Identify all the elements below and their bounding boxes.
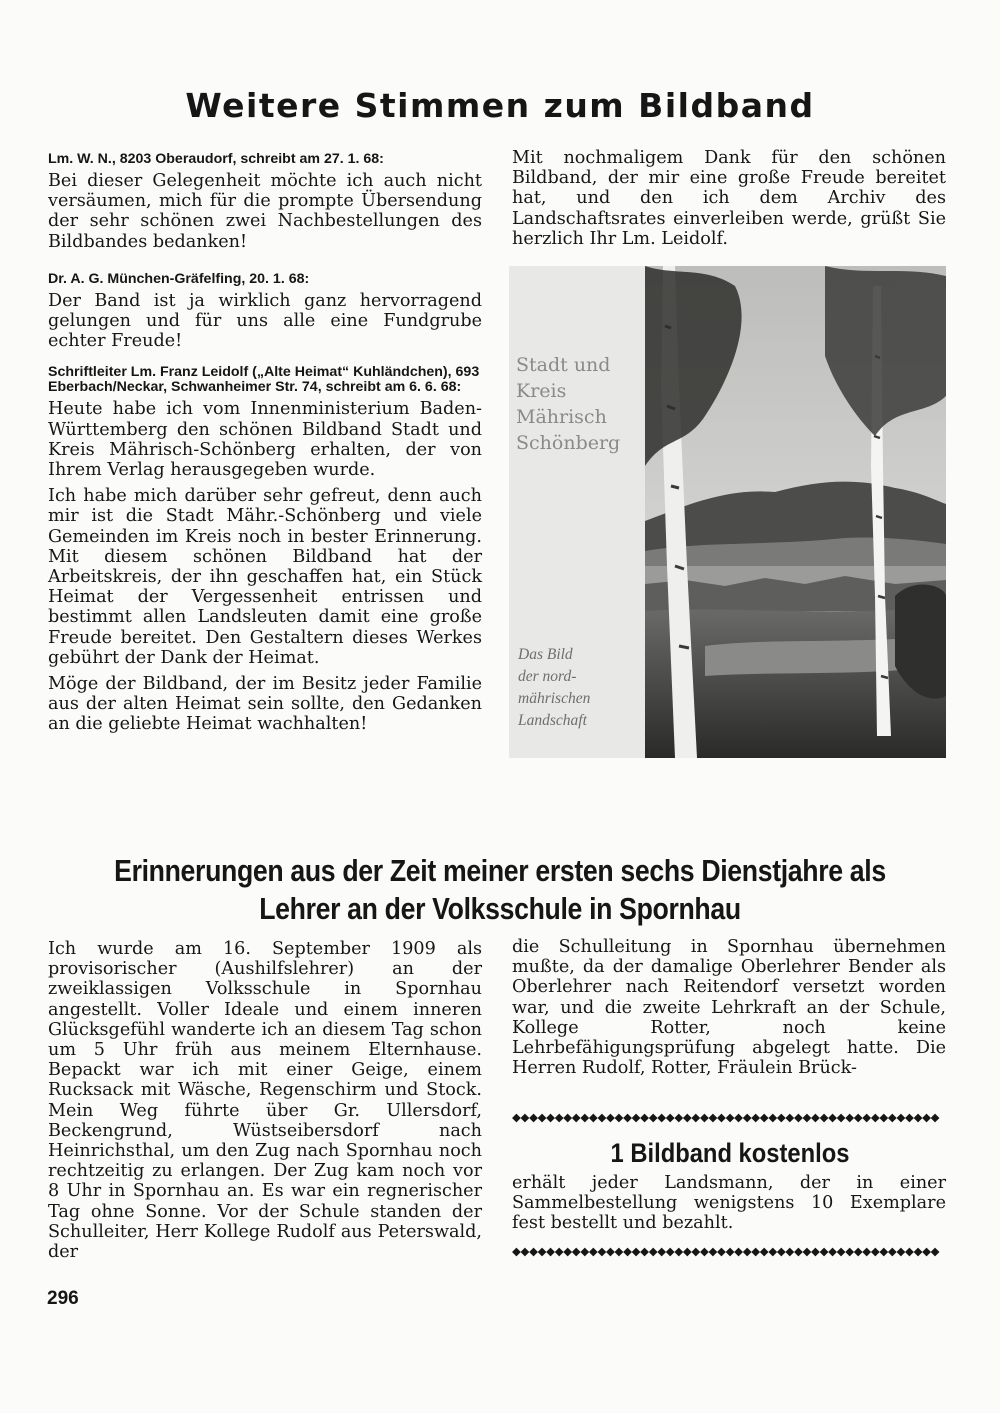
- landscape-photo: [645, 266, 946, 758]
- letter-3-header: Schriftleiter Lm. Franz Leidolf („Alte Heimat“ Kuhländchen), 693 Eberbach/Neckar, Schwanheimer Str. 74, schreibt am 6. 6. 68:: [48, 364, 480, 396]
- letters-column-left: [48, 152, 482, 735]
- letter-3-paragraph-2: Ich habe mich darüber sehr gefreut, denn auch mir ist die Stadt Mähr.-Schönberg und viele Gemeinden im Kreis noch in bester Erinnerung. Mit diesem schönen Bildband hat der Arbeitskreis, der ihn geschaffen hat, ein Stück Heimat der Vergessenheit entrissen und bestimmt allen Landsleuten damit eine große Freude bereitet. Den Gestaltern dieses Werkes gebührt der Dank der Heimat.: [48, 486, 482, 668]
- ad-text: erhält jeder Landsmann, der in einer Sammelbestellung wenigstens 10 Exemplare fest bestellt und bezahlt.: [512, 1173, 946, 1234]
- letters-column-right: [512, 148, 946, 249]
- letter-2-text: Der Band ist ja wirklich ganz hervorragend gelungen und für uns alle eine Fundgrube echter Freude!: [48, 290, 482, 352]
- letter-3-paragraph-1: Heute habe ich vom Innenministerium Baden-Württemberg den schönen Bildband Stadt und Kreis Mährisch-Schönberg erhalten, der von Ihrem Verlag herausgegeben wurde.: [48, 399, 482, 481]
- article-column-right: [512, 937, 946, 1078]
- section-title-bildband: Weitere Stimmen zum Bildband: [185, 86, 815, 125]
- letter-1-text: Bei dieser Gelegenheit möchte ich auch nicht versäumen, mich für die prompte Übersendung der sehr schönen zwei Nachbestellungen des Bildbandes bedanken!: [48, 171, 482, 252]
- ornament-divider-bottom: ◆◆◆◆◆◆◆◆◆◆◆◆◆◆◆◆◆◆◆◆◆◆◆◆◆◆◆◆◆◆◆◆◆◆◆◆◆◆◆◆◆◆◆◆◆◆◆◆◆◆: [512, 1244, 940, 1258]
- bildband-cover-image: [509, 266, 946, 758]
- letter-3-paragraph-4: Mit nochmaligem Dank für den schönen Bildband, der mir eine große Freude bereitet hat, und den ich dem Archiv des Landschaftsrates einverleiben werde, grüßt Sie herzlich Ihr Lm. Leidolf.: [512, 148, 946, 249]
- article-text-right: die Schulleitung in Spornhau übernehmen mußte, da der damalige Oberlehrer Bender als Oberlehrer nach Reitendorf versetzt worden war, und die zweite Lehrkraft an der Schule, Kollege Rotter, noch keine Lehrbefähigungsprüfung abgelegt hatte. Die Herren Rudolf, Rotter, Fräulein Brück-: [512, 937, 946, 1079]
- letter-1-header: Lm. W. N., 8203 Oberaudorf, schreibt am 27. 1. 68:: [48, 151, 384, 167]
- letter-2-header: Dr. A. G. München-Gräfelfing, 20. 1. 68:: [48, 270, 310, 287]
- article-column-left: [48, 939, 482, 1262]
- ad-title: 1 Bildband kostenlos: [610, 1138, 850, 1168]
- ornament-divider-top: ◆◆◆◆◆◆◆◆◆◆◆◆◆◆◆◆◆◆◆◆◆◆◆◆◆◆◆◆◆◆◆◆◆◆◆◆◆◆◆◆◆◆◆◆◆◆◆◆◆◆: [512, 1110, 940, 1124]
- cover-caption: Das Bild der nord- mährischen Landschaft: [518, 646, 591, 729]
- letter-3-paragraph-3: Möge der Bildband, der im Besitz jeder Familie aus der alten Heimat sein sollte, den Gedanken an die geliebte Heimat wachhalten!: [48, 674, 482, 735]
- section-title-erinnerungen: Erinnerungen aus der Zeit meiner ersten sechs Dienstjahre als Lehrer an der Volksschule in Spornhau: [114, 853, 886, 926]
- page-number: 296: [47, 1288, 79, 1309]
- article-text-left: Ich wurde am 16. September 1909 als provisorischer (Aushilfslehrer) an der zweiklassigen Volksschule in Spornhau angestellt. Voller Ideale und einem inneren Glücksgefühl wanderte ich an diesem Tag schon um 5 Uhr früh aus meinem Elternhause. Bepackt war ich mit einer Geige, einem Rucksack mit Wäsche, Regenschirm und Stock. Mein Weg führte über Gr. Ullersdorf, Beckengrund, Wüstseibersdorf nach Heinrichsthal, um den Zug nach Spornhau noch rechtzeitig zu erlangen. Der Zug kam noch vor 8 Uhr in Spornhau an. Es war ein regnerischer Tag ohne Sonne. Vor der Schule standen der Schulleiter, Herr Kollege Rudolf aus Peterswald, der: [48, 939, 482, 1263]
- cover-title: Stadt und Kreis Mährisch Schönberg: [516, 354, 621, 454]
- ad-text-block: [512, 1173, 946, 1234]
